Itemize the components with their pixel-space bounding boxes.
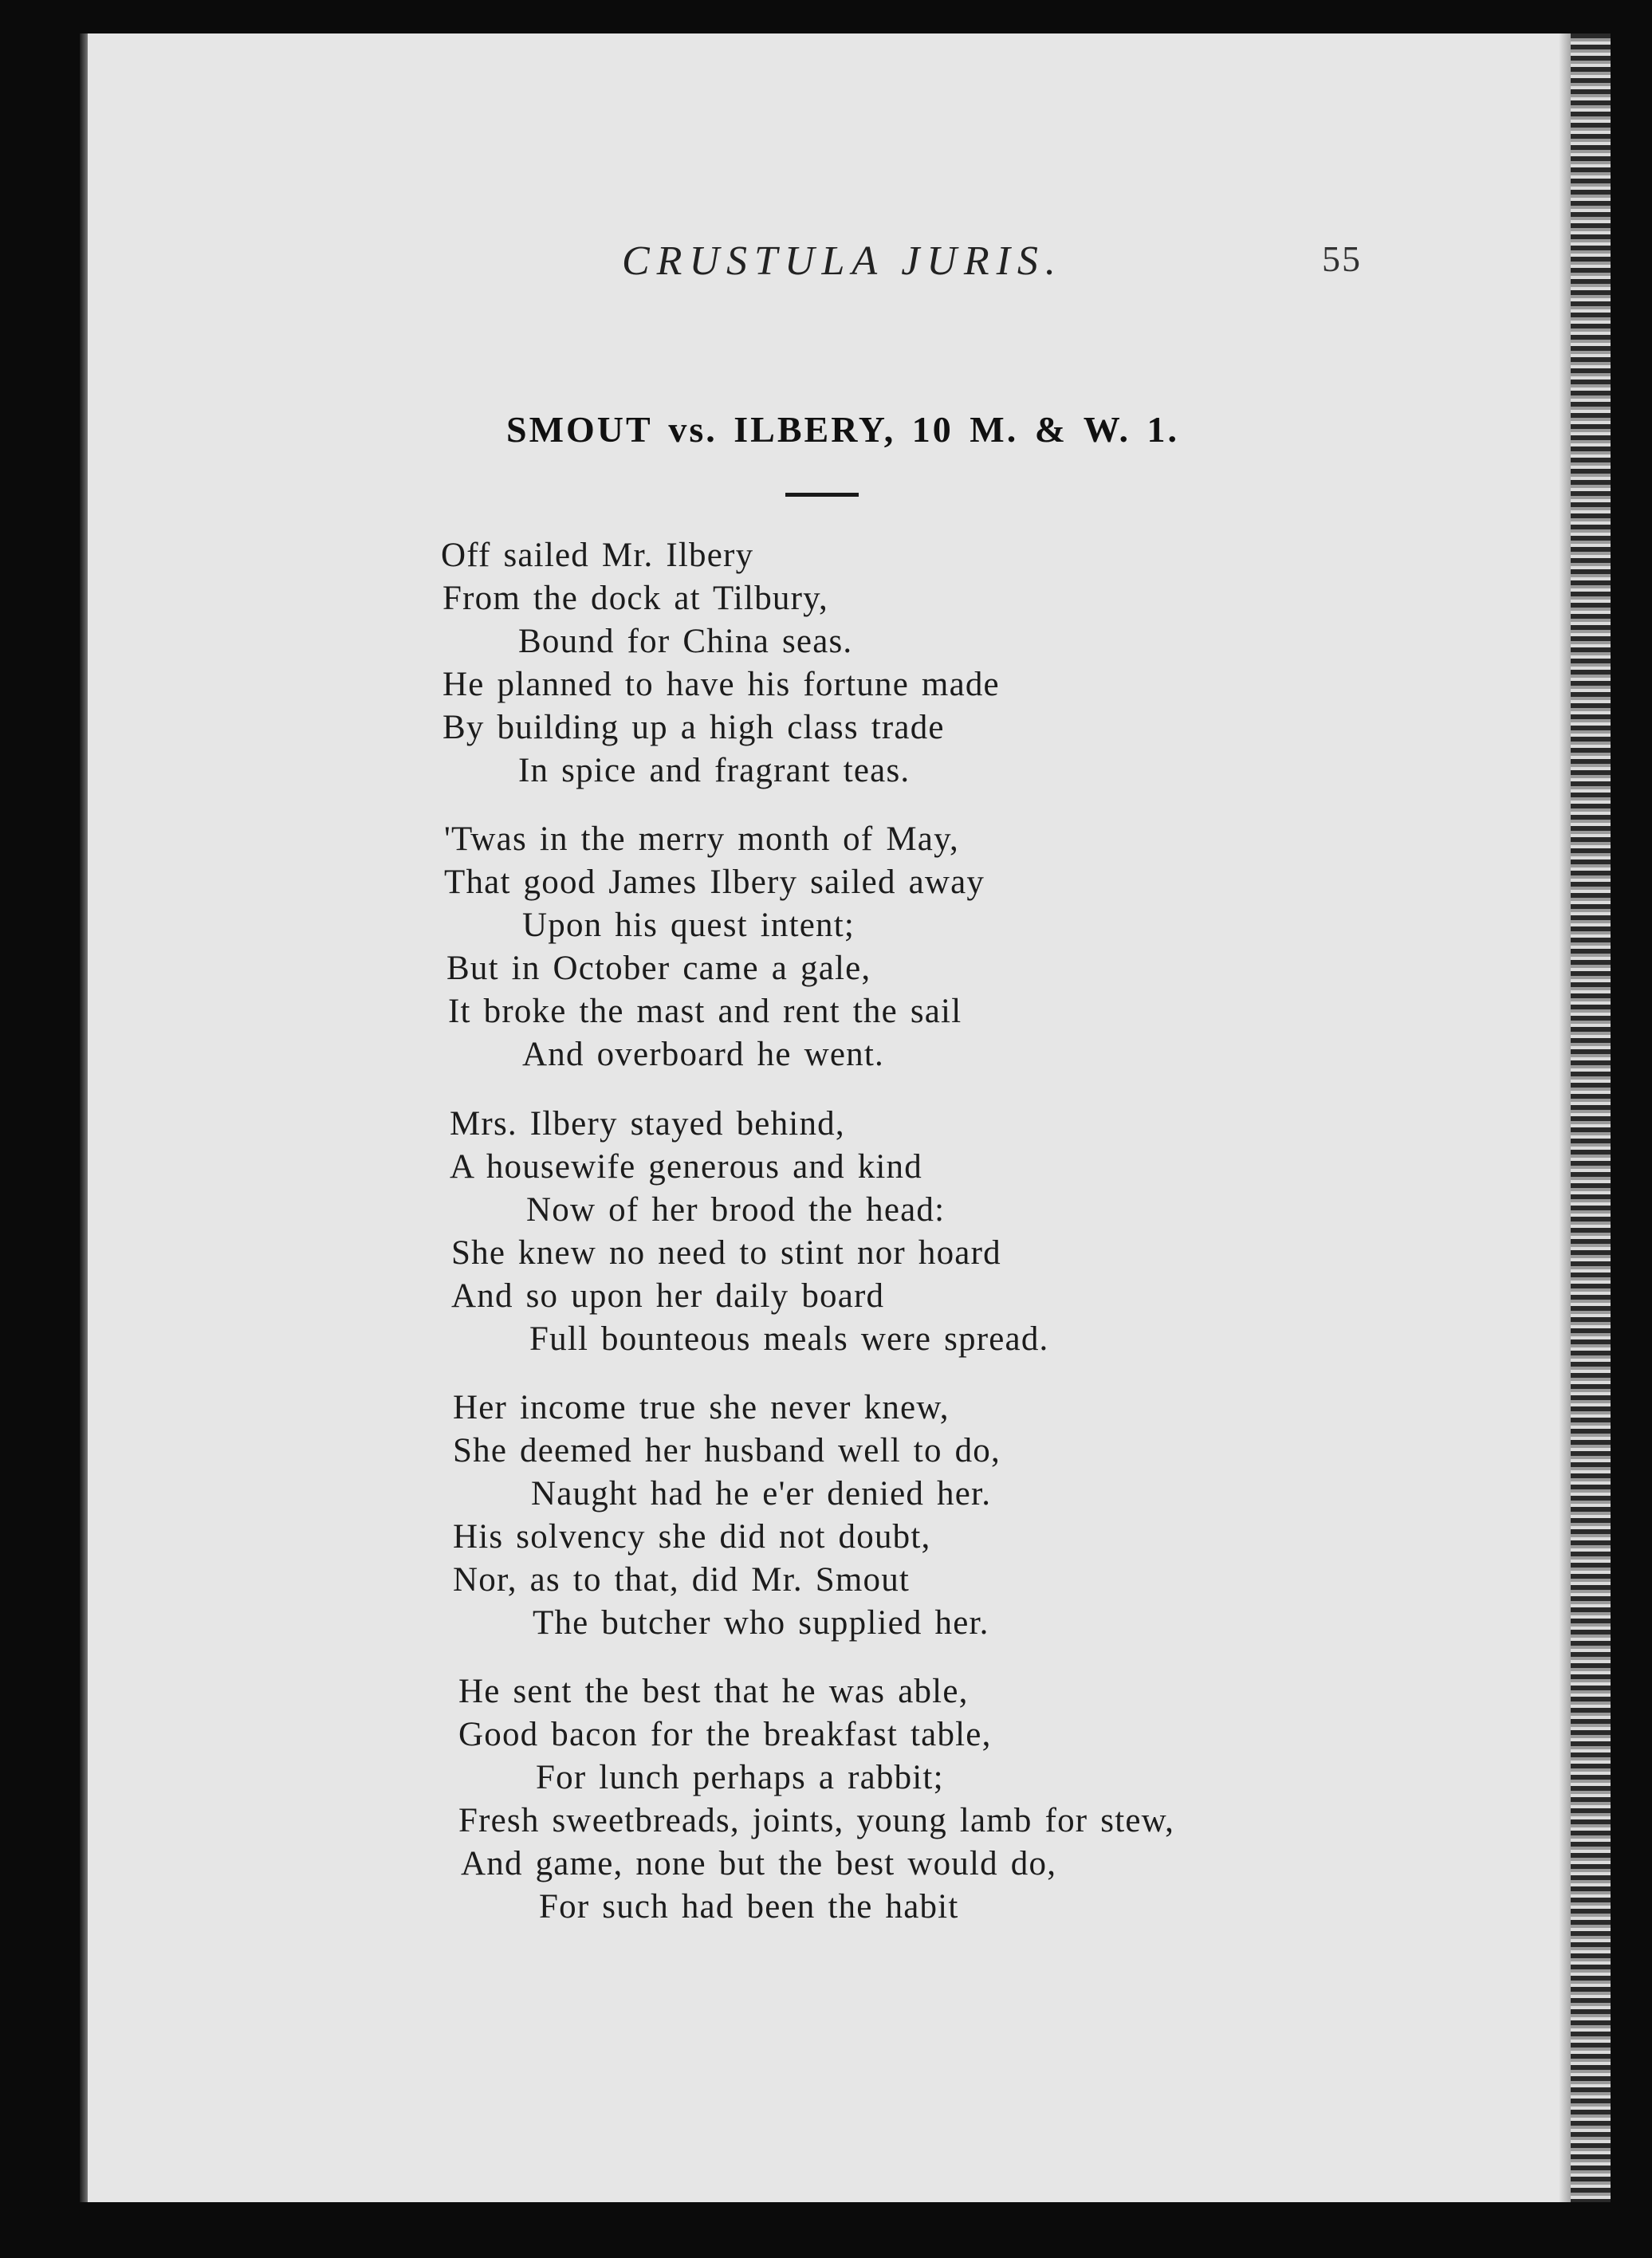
poem-line: Naught had he e'er denied her. <box>531 1475 992 1513</box>
poem-line: 'Twas in the merry month of May, <box>444 820 959 858</box>
poem-line: Off sailed Mr. Ilbery <box>441 537 754 574</box>
poem-line: And so upon her daily board <box>451 1277 885 1315</box>
poem-line: Good bacon for the breakfast table, <box>458 1716 992 1753</box>
poem-line: It broke the mast and rent the sail <box>448 993 962 1030</box>
poem-line: That good James Ilbery sailed away <box>444 863 985 901</box>
poem-line: And overboard he went. <box>522 1036 884 1073</box>
poem-line: For lunch perhaps a rabbit; <box>536 1759 944 1796</box>
poem-line: But in October came a gale, <box>446 950 871 987</box>
poem-line: Nor, as to that, did Mr. Smout <box>453 1561 911 1599</box>
poem-line: For such had been the habit <box>539 1888 959 1926</box>
poem-line: From the dock at Tilbury, <box>442 580 828 617</box>
page-number: 55 <box>1322 238 1362 279</box>
poem-title: SMOUT vs. ILBERY, 10 M. & W. 1. <box>506 409 1179 450</box>
poem-line: The butcher who supplied her. <box>533 1604 989 1642</box>
poem-line: He sent the best that he was able, <box>458 1673 969 1710</box>
poem-line: Full bounteous meals were spread. <box>529 1320 1049 1358</box>
poem-line: She knew no need to stint nor hoard <box>451 1234 1001 1272</box>
poem-line: A housewife generous and kind <box>450 1148 922 1186</box>
poem-line: Mrs. Ilbery stayed behind, <box>450 1105 845 1143</box>
book-page-edges-right <box>1571 33 1611 2202</box>
running-head: CRUSTULA JURIS. <box>622 238 1063 284</box>
poem-line: She deemed her husband well to do, <box>453 1432 1001 1469</box>
poem-line: Upon his quest intent; <box>522 907 856 944</box>
poem-line: By building up a high class trade <box>442 709 945 746</box>
poem-line: Now of her brood the head: <box>526 1191 946 1229</box>
poem-line: Fresh sweetbreads, joints, young lamb for stew, <box>458 1802 1175 1839</box>
poem-line: Bound for China seas. <box>518 623 853 660</box>
page-edge-shadow <box>1559 33 1571 2202</box>
title-rule <box>785 493 859 497</box>
poem-line: In spice and fragrant teas. <box>518 752 911 789</box>
poem-line: Her income true she never knew, <box>453 1389 950 1426</box>
poem-line: He planned to have his fortune made <box>442 666 1000 703</box>
poem-line: And game, none but the best would do, <box>461 1845 1057 1882</box>
poem-line: His solvency she did not doubt, <box>453 1518 931 1556</box>
